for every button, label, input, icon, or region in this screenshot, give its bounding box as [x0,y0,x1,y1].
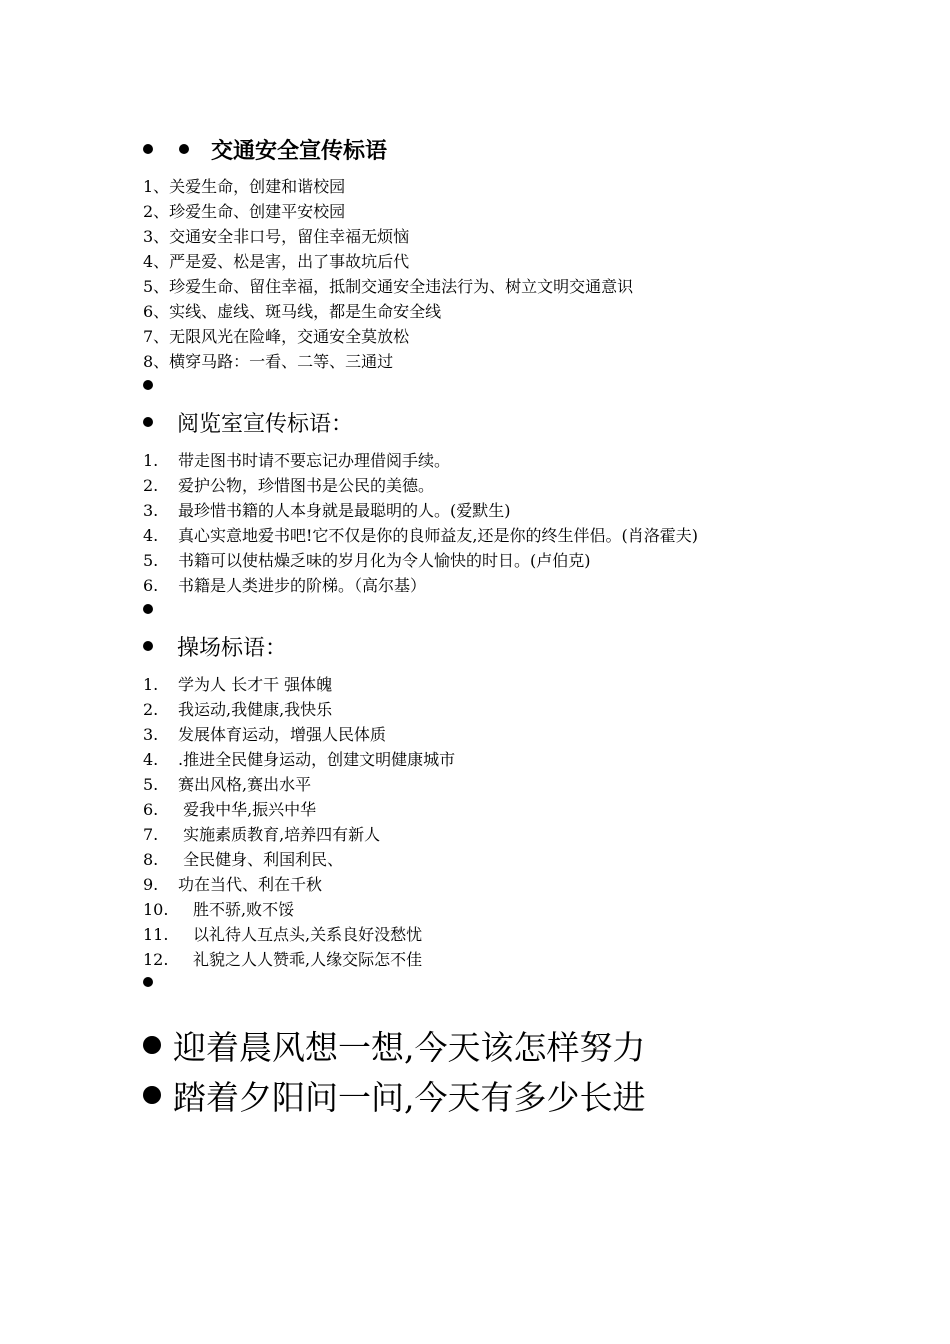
list-item: 1. 学为人 长才干 强体魄 [143,675,333,694]
bullet-icon [143,1036,161,1054]
list-item: 12. 礼貌之人人赞乖,人缘交际怎不佳 [143,950,423,969]
list-item: 1. 带走图书时请不要忘记办理借阅手续。 [143,451,451,470]
reading-section-title: 阅览室宣传标语： [177,411,354,437]
list-item: 11. 以礼待人互点头,关系良好没愁忧 [143,925,423,944]
empty-bullet-item [143,379,153,391]
playground-section-heading [143,631,287,661]
list-item: 3. 发展体育运动，增强人民体质 [143,725,387,744]
bullet-icon [143,1086,161,1104]
evening-slogan: 踏着夕阳问一问,今天有多少长进 [143,1073,646,1117]
list-item: 10. 胜不骄,败不馁 [143,900,295,919]
traffic-section-title: 交通安全宣传标语 [211,138,388,164]
bullet-icon [143,977,153,987]
reading-section-heading [143,407,353,437]
list-item: 6. 书籍是人类进步的阶梯。（高尔基） [143,576,427,595]
list-item: 5. 赛出风格,赛出水平 [143,775,312,794]
morning-slogan: 迎着晨风想一想,今天该怎样努力 [143,1023,646,1067]
traffic-slogan-list [143,174,633,374]
list-item: 7、无限风光在险峰，交通安全莫放松 [143,327,410,346]
playground-slogan-list [143,672,455,972]
bullet-icon [143,641,153,651]
list-item: 2. 我运动,我健康,我快乐 [143,700,333,719]
list-item: 4. 真心实意地爱书吧!它不仅是你的良师益友,还是你的终生伴侣。(肖洛霍夫) [143,526,699,545]
reading-slogan-list [143,448,698,598]
bullet-icon [179,144,189,154]
list-item: 9. 功在当代、利在千秋 [143,875,323,894]
playground-section-title: 操场标语： [177,635,288,661]
list-item: 5、珍爱生命、留住幸福，抵制交通安全违法行为、树立文明交通意识 [143,277,634,296]
list-item: 7. 实施素质教育,培养四有新人 [143,825,381,844]
bullet-icon [143,604,153,614]
list-item: 4、严是爱、松是害，出了事故坑后代 [143,252,410,271]
empty-bullet-item [143,976,153,988]
list-item: 5. 书籍可以使枯燥乏味的岁月化为令人愉快的时日。(卢伯克) [143,551,591,570]
list-item: 3、交通安全非口号，留住幸福无烦恼 [143,227,410,246]
list-item: 2、珍爱生命、创建平安校园 [143,202,346,221]
list-item: 6、实线、虚线、斑马线，都是生命安全线 [143,302,442,321]
list-item: 3. 最珍惜书籍的人本身就是最聪明的人。(爱默生) [143,501,511,520]
bullet-icon [143,417,153,427]
bullet-icon [143,144,153,154]
list-item: 8、横穿马路：一看、二等、三通过 [143,352,394,371]
empty-bullet-item [143,603,153,615]
bullet-icon [143,380,153,390]
list-item: 6. 爱我中华,振兴中华 [143,800,317,819]
list-item: 1、关爱生命，创建和谐校园 [143,177,346,196]
list-item: 2. 爱护公物，珍惜图书是公民的美德。 [143,476,435,495]
traffic-section-heading [143,134,387,164]
list-item: 8. 全民健身、利国利民、 [143,850,344,869]
list-item: 4. .推进全民健身运动，创建文明健康城市 [143,750,456,769]
